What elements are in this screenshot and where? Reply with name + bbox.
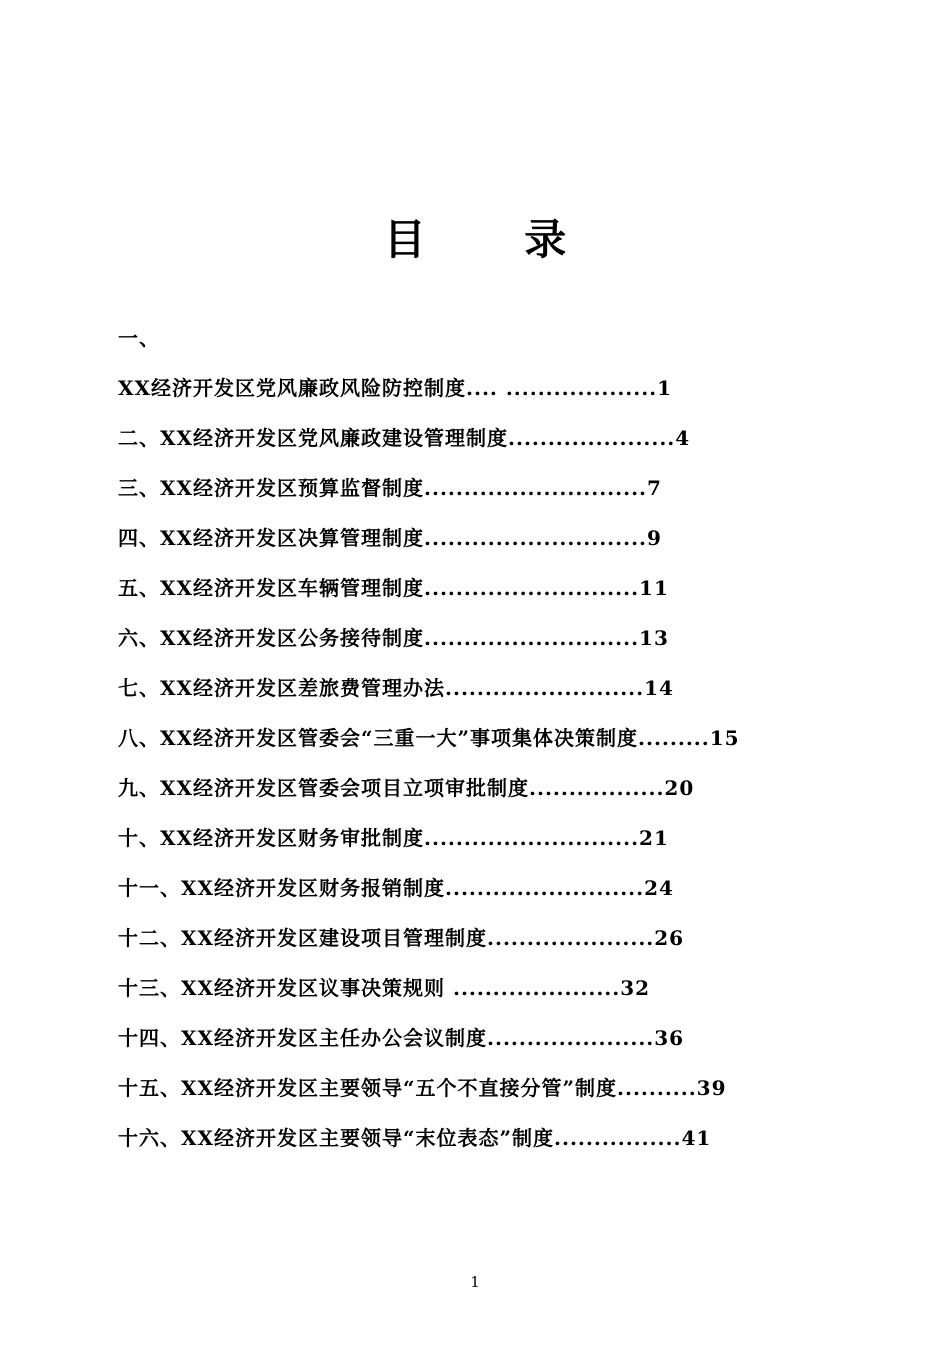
toc-entry-12[interactable]: 十二、XX经济开发区建设项目管理制度.....................26 bbox=[118, 926, 685, 950]
toc-entry-15[interactable]: 十五、XX经济开发区主要领导“五个不直接分管”制度..........39 bbox=[118, 1076, 727, 1100]
toc-entry-16[interactable]: 十六、XX经济开发区主要领导“末位表态”制度................41 bbox=[118, 1126, 712, 1150]
toc-entry-7[interactable]: 七、XX经济开发区差旅费管理办法.........................14 bbox=[118, 676, 674, 700]
toc-entry-11[interactable]: 十一、XX经济开发区财务报销制度.........................24 bbox=[118, 876, 674, 900]
toc-entry-6[interactable]: 六、XX经济开发区公务接待制度...........................13 bbox=[118, 626, 669, 650]
toc-entry-2[interactable]: 二、XX经济开发区党风廉政建设管理制度.....................4 bbox=[118, 426, 691, 450]
toc-entry-10[interactable]: 十、XX经济开发区财务审批制度...........................21 bbox=[118, 826, 669, 850]
toc-entry-13[interactable]: 十三、XX经济开发区议事决策规则 .....................32 bbox=[118, 976, 651, 1000]
toc-entry-4[interactable]: 四、XX经济开发区决算管理制度............................9 bbox=[118, 526, 662, 550]
page-number: 1 bbox=[470, 1273, 480, 1291]
toc-entry-5[interactable]: 五、XX经济开发区车辆管理制度...........................11 bbox=[118, 576, 669, 600]
toc-entry-3[interactable]: 三、XX经济开发区预算监督制度............................7 bbox=[118, 476, 662, 500]
toc-entry-8[interactable]: 八、XX经济开发区管委会“三重一大”事项集体决策制度.........15 bbox=[118, 726, 740, 750]
toc-entry-1[interactable]: XX经济开发区党风廉政风险防控制度.... ...................1 bbox=[118, 376, 673, 400]
toc-entry-9[interactable]: 九、XX经济开发区管委会项目立项审批制度.................20 bbox=[118, 776, 695, 800]
toc-entry-1-heading: 一、 bbox=[118, 326, 160, 350]
toc-entry-14[interactable]: 十四、XX经济开发区主任办公会议制度.....................36 bbox=[118, 1026, 685, 1050]
page-title: 目 录 bbox=[383, 215, 609, 264]
